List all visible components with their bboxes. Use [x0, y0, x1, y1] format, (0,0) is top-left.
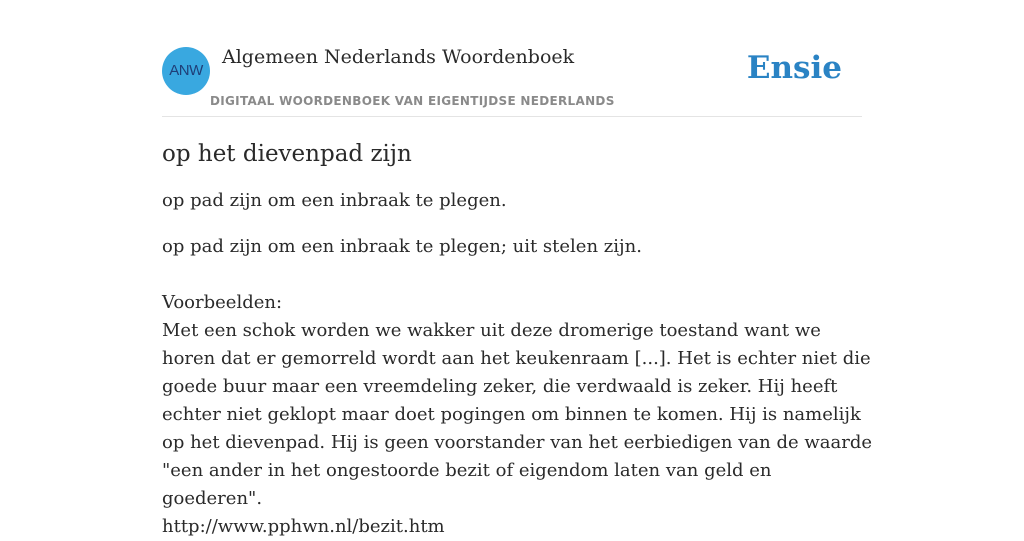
example-text: Met een schok worden we wakker uit deze dromerige toestand want we horen dat er gemorreld wordt aan het keukenraam [...]. Het is echter niet die goede buur maar een vreemdeling zeker, die verdwaald is zeker. Hij heeft echter niet geklopt maar doet pogingen om binnen te komen. Hij is namelijk op het dievenpad. Hij is geen voorstander van het eerbiedigen van de waarde "een ander in het ongestoorde bezit of eigendom laten van geld en goederen".	[162, 320, 872, 509]
entry-definition-long: op pad zijn om een inbraak te plegen; uit stelen zijn.	[162, 236, 642, 257]
site-title[interactable]: Algemeen Nederlands Woordenboek	[222, 46, 575, 68]
entry-content	[162, 136, 872, 541]
entry-definition-short: op pad zijn om een inbraak te plegen.	[162, 190, 507, 211]
example-source-link[interactable]: http://www.pphwn.nl/bezit.htm	[162, 516, 445, 537]
entry-headword: op het dievenpad zijn	[162, 141, 412, 167]
site-header	[162, 40, 862, 117]
site-subtitle: DIGITAAL WOORDENBOEK VAN EIGENTIJDSE NEDERLANDS	[210, 94, 615, 108]
examples-section	[162, 289, 872, 541]
examples-label: Voorbeelden:	[162, 292, 283, 313]
ensie-brand-logo[interactable]: Ensie	[746, 50, 842, 86]
anw-logo[interactable]: ANW	[162, 47, 210, 95]
